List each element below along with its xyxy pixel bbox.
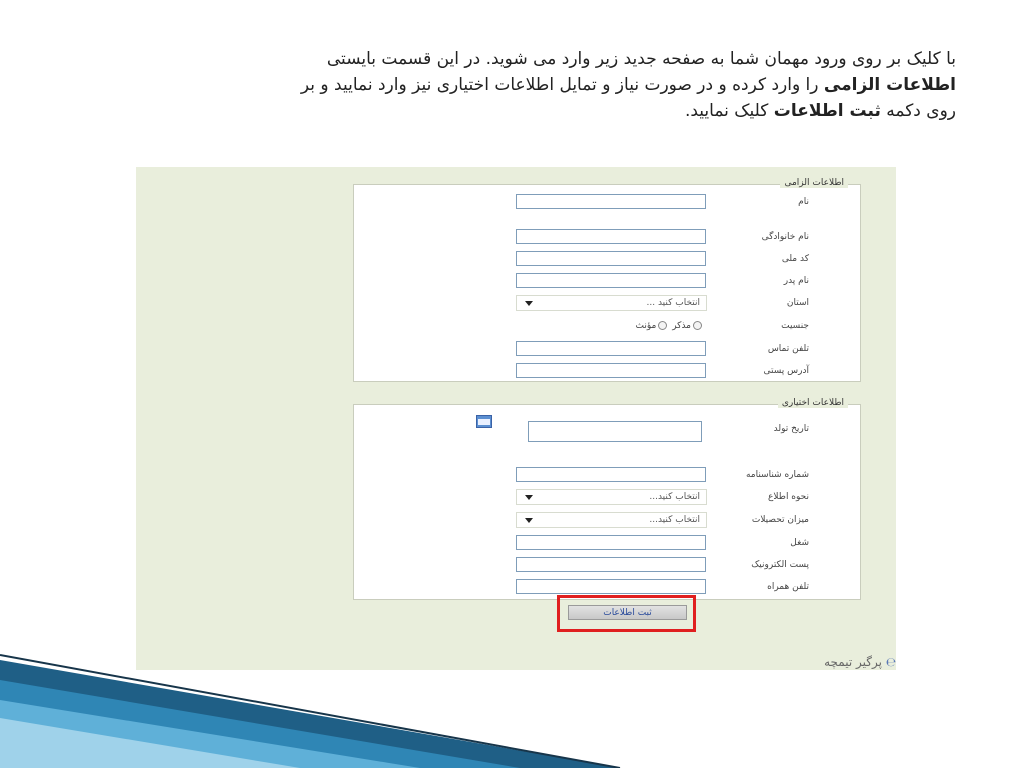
row-father-name bbox=[354, 273, 860, 289]
how-informed-select-value: انتخاب کنید... bbox=[649, 492, 700, 502]
footer-logo-text: پرگیر تیمچه bbox=[824, 655, 882, 669]
gender-label: جنسیت bbox=[781, 321, 809, 331]
gender-male-label: مذکر bbox=[672, 321, 691, 331]
dropdown-arrow-icon bbox=[525, 518, 533, 523]
mobile-input[interactable] bbox=[516, 579, 706, 594]
postal-address-label: آدرس پستی bbox=[763, 366, 809, 376]
father-name-input[interactable] bbox=[516, 273, 706, 288]
row-id-number bbox=[354, 467, 860, 483]
optional-info-fieldset bbox=[353, 398, 861, 600]
slide-line-3-pre: روی دکمه bbox=[880, 101, 956, 121]
submit-term: ثبت اطلاعات bbox=[773, 101, 881, 121]
how-informed-label: نحوه اطلاع bbox=[768, 492, 809, 502]
required-info-legend: اطلاعات الزامی bbox=[780, 178, 848, 188]
gender-options bbox=[584, 318, 704, 334]
national-code-input[interactable] bbox=[516, 251, 706, 266]
row-how-informed bbox=[354, 489, 860, 505]
row-family bbox=[354, 229, 860, 245]
job-input[interactable] bbox=[516, 535, 706, 550]
registration-form-screenshot bbox=[136, 167, 896, 670]
family-label: نام خانوادگی bbox=[761, 232, 809, 242]
name-input[interactable] bbox=[516, 194, 706, 209]
email-label: پست الکترونیک bbox=[751, 560, 809, 570]
gender-male-radio[interactable] bbox=[693, 321, 702, 330]
job-label: شغل bbox=[790, 538, 809, 548]
dropdown-arrow-icon bbox=[525, 495, 533, 500]
slide-line-3-post: کلیک نمایید. bbox=[684, 101, 774, 121]
optional-info-legend: اطلاعات اختیاری bbox=[778, 398, 848, 408]
mobile-label: تلفن همراه bbox=[767, 582, 809, 592]
slide-line-2-rest: را وارد کرده و در صورت نیاز و تمایل اطلاعات اختیاری نیز وارد نمایید و بر bbox=[300, 75, 824, 95]
phone-input[interactable] bbox=[516, 341, 706, 356]
submit-button[interactable]: ثبت اطلاعات bbox=[568, 605, 687, 620]
row-postal-address bbox=[354, 363, 860, 379]
education-select[interactable] bbox=[516, 512, 707, 528]
gender-female-label: مؤنث bbox=[635, 321, 657, 331]
row-job bbox=[354, 535, 860, 551]
gender-female-radio[interactable] bbox=[658, 321, 667, 330]
row-birth-date bbox=[354, 421, 860, 445]
id-number-input[interactable] bbox=[516, 467, 706, 482]
site-logo-icon: ℮ bbox=[885, 655, 896, 669]
birth-date-input[interactable] bbox=[528, 421, 702, 442]
slide-line-2 bbox=[70, 72, 956, 98]
dropdown-arrow-icon bbox=[525, 301, 533, 306]
row-province bbox=[354, 295, 860, 311]
footer-logo bbox=[786, 655, 896, 669]
how-informed-select[interactable] bbox=[516, 489, 707, 505]
province-select[interactable] bbox=[516, 295, 707, 311]
row-mobile bbox=[354, 579, 860, 595]
name-label: نام bbox=[798, 197, 809, 207]
phone-label: تلفن تماس bbox=[767, 344, 809, 354]
province-label: استان bbox=[786, 298, 809, 308]
education-label: میزان تحصیلات bbox=[751, 515, 809, 525]
father-name-label: نام پدر bbox=[783, 276, 809, 286]
row-email bbox=[354, 557, 860, 573]
row-national-code bbox=[354, 251, 860, 267]
id-number-label: شماره شناسنامه bbox=[745, 470, 809, 480]
row-education bbox=[354, 512, 860, 528]
slide-text bbox=[70, 46, 956, 124]
row-name bbox=[354, 194, 860, 210]
row-phone bbox=[354, 341, 860, 357]
required-info-term: اطلاعات الزامی bbox=[823, 75, 956, 95]
birth-date-label: تاریخ تولد bbox=[773, 424, 809, 434]
row-gender bbox=[354, 318, 860, 334]
family-input[interactable] bbox=[516, 229, 706, 244]
required-info-fieldset bbox=[353, 178, 861, 382]
calendar-icon[interactable] bbox=[476, 415, 492, 428]
province-select-value: انتخاب کنید ... bbox=[646, 298, 700, 308]
slide-line-1: با کلیک بر روی ورود مهمان شما به صفحه جدید زیر وارد می شوید. در این قسمت بایستی bbox=[326, 49, 956, 69]
education-select-value: انتخاب کنید... bbox=[649, 515, 700, 525]
postal-address-input[interactable] bbox=[516, 363, 706, 378]
slide-line-3 bbox=[70, 98, 956, 124]
national-code-label: کد ملی bbox=[781, 254, 809, 264]
email-input[interactable] bbox=[516, 557, 706, 572]
